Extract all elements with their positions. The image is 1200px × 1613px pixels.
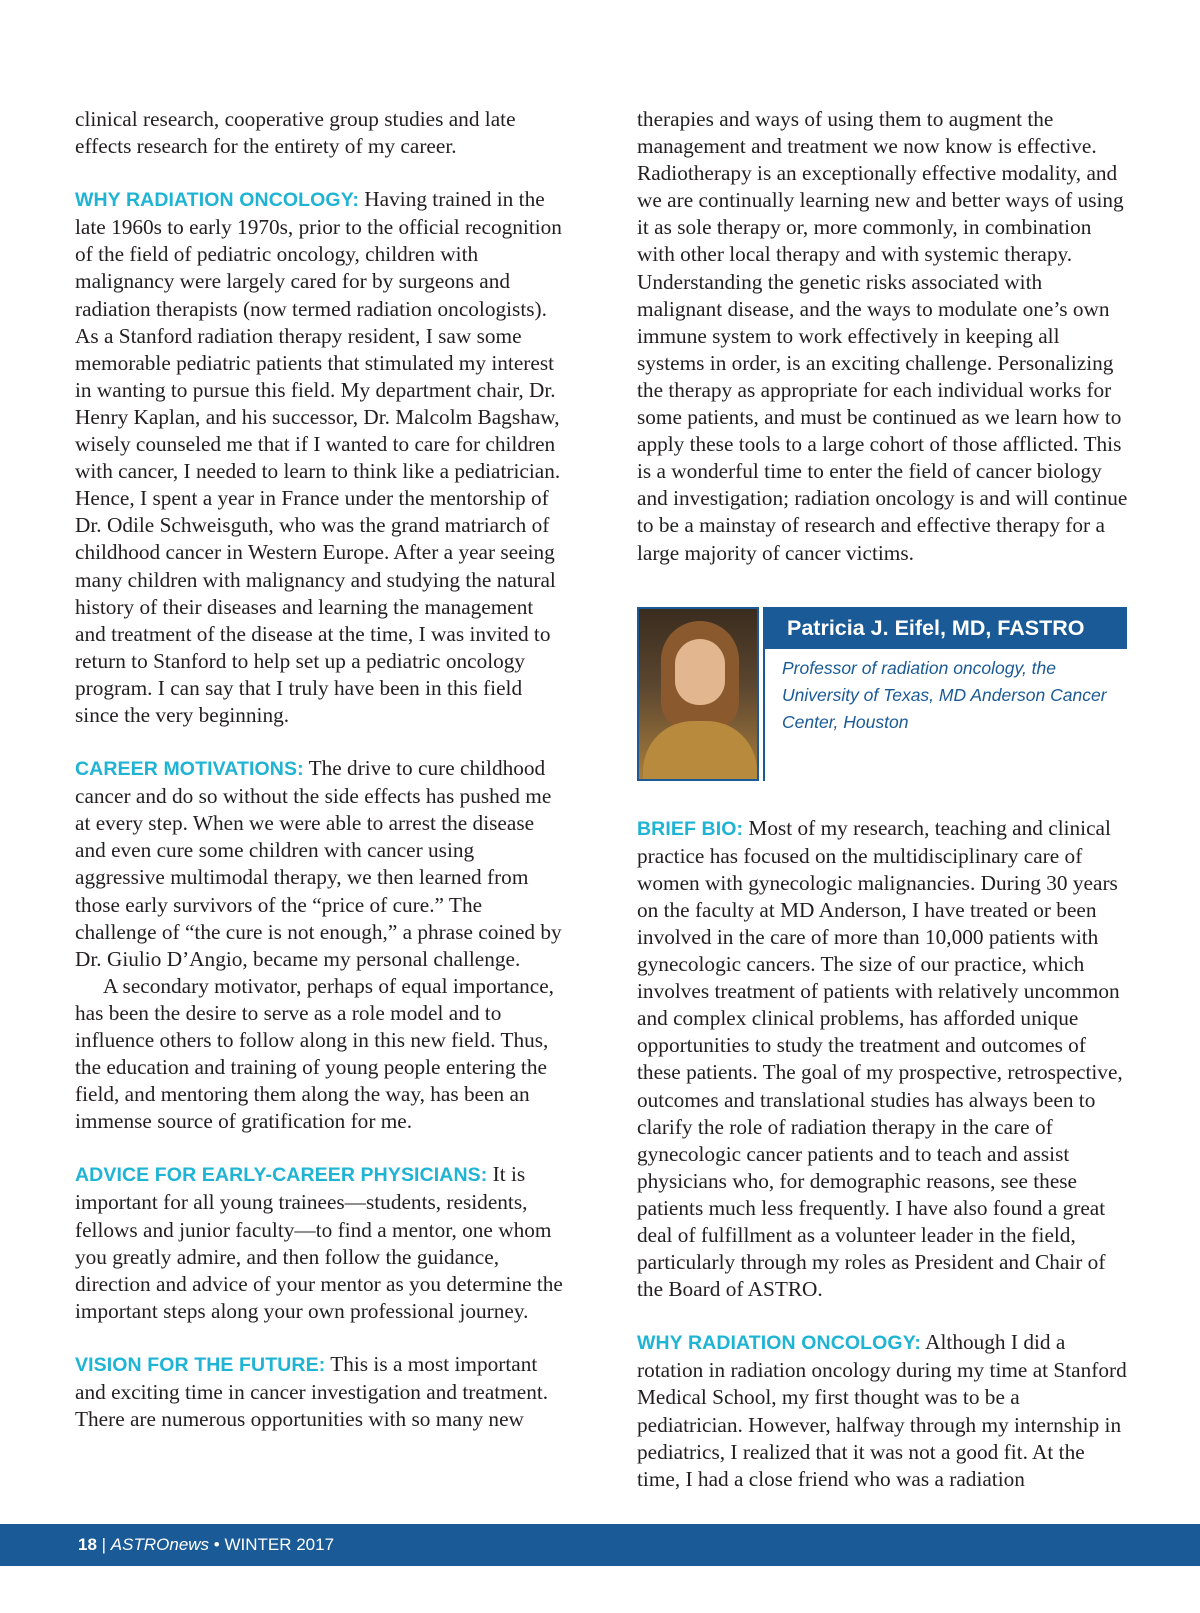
- portrait-photo: [637, 607, 759, 781]
- issue-label: WINTER 2017: [224, 1535, 335, 1554]
- career-motivations-section: [75, 755, 567, 973]
- career-motivations-paragraph-2: A secondary motivator, perhaps of equal importance, has been the desire to serve as a role model and to influence others to follow along in this new field. Thus, the education and training of young people entering the field, and mentoring them along the way, has been an immense source of gratification for me.: [75, 973, 554, 1134]
- why-radiation-oncology-section: [75, 186, 567, 729]
- profile-title: Professor of radiation oncology, the University of Texas, MD Anderson Cancer Center, Houston: [782, 657, 1107, 732]
- page-footer: [0, 1524, 1200, 1566]
- section-text: Having trained in the late 1960s to early 1970s, prior to the official recognition of the field of pediatric oncology, children with malignancy were largely cared for by surgeons and radiation therapists (now termed radiation oncologists). As a Stanford radiation therapy resident, I saw some memorable pediatric patients that stimulated my interest in wanting to pursue this field. My department chair, Dr. Henry Kaplan, and his successor, Dr. Malcolm Bagshaw, wisely counseled me that if I wanted to care for children with cancer, I needed to learn to think like a pediatrician. Hence, I spent a year in France under the mentorship of Dr. Odile Schweisguth, who was the grand matriarch of childhood cancer in Western Europe. After a year seeing many children with malignancy and studying the natural history of their diseases and learning the management and treatment of the disease at the time, I was invited to return to Stanford to help set up a pediatric oncology program. I can say that I truly have been in this field since the very beginning.: [75, 187, 562, 727]
- vision-section: [75, 1351, 567, 1433]
- section-text: The drive to cure childhood cancer and do so without the side effects has pushed me at every step. When we were able to arrest the disease and even cure some children with cancer using aggressive multimodal therapy, we then learned from those early survivors of the “price of cure.” The challenge of “the cure is not enough,” a phrase coined by Dr. Giulio D’Angio, became my personal challenge.: [75, 756, 562, 971]
- section-heading: WHY RADIATION ONCOLOGY:: [75, 189, 359, 212]
- profile-divider: [763, 649, 765, 781]
- left-column: [75, 106, 567, 1433]
- section-text: This is a most important and exciting time in cancer investigation and treatment. There are numerous opportunities with so many new: [75, 1351, 549, 1432]
- footer-bullet: •: [209, 1535, 225, 1554]
- profile-card: [637, 607, 1127, 781]
- page-number: 18: [78, 1535, 97, 1554]
- why-radiation-oncology-section-2: [637, 1329, 1129, 1493]
- section-heading: ADVICE FOR EARLY-CAREER PHYSICIANS:: [75, 1164, 488, 1187]
- section-heading: WHY RADIATION ONCOLOGY:: [637, 1332, 921, 1355]
- intro-paragraph: clinical research, cooperative group studies and late effects research for the entirety of my career.: [75, 107, 516, 159]
- brief-bio-section: [637, 815, 1129, 1304]
- advice-section: [75, 1161, 567, 1325]
- profile-name: Patricia J. Eifel, MD, FASTRO: [763, 607, 1127, 649]
- section-heading: BRIEF BIO:: [637, 817, 744, 840]
- right-column: [637, 106, 1129, 1493]
- publication-name: ASTROnews: [110, 1535, 210, 1554]
- section-text: Although I did a rotation in radiation oncology during my time at Stanford Medical School, my first thought was to be a pediatrician. However, halfway through my internship in pediatrics, I realized that it was not a good fit. At the time, I had a close friend who was a radiation: [637, 1330, 1127, 1491]
- section-text: Most of my research, teaching and clinical practice has focused on the multidisciplinary care of women with gynecologic malignancies. During 30 years on the faculty at MD Anderson, I have treated or been involved in the care of more than 10,000 patients with gynecologic cancers. The size of our practice, which involves treatment of patients with relatively uncommon and complex clinical problems, has afforded unique opportunities to study the treatment and outcomes of these patients. The goal of my prospective, retrospective, outcomes and translational studies has always been to clarify the role of radiation therapy in the care of gynecologic cancer patients and to teach and assist physicians who, for demographic reasons, see these patients much less frequently. I have also found a great deal of fulfillment as a volunteer leader in the field, particularly through my roles as President and Chair of the Board of ASTRO.: [637, 815, 1123, 1302]
- section-heading: VISION FOR THE FUTURE:: [75, 1353, 326, 1376]
- continued-paragraph: therapies and ways of using them to augment the management and treatment we now know is effective. Radiotherapy is an exceptionally effective modality, and we are continually learning new and better ways of using it as sole therapy or, more commonly, in combination with other local therapy and with systemic therapy. Understanding the genetic risks associated with malignant disease, and the ways to modulate one’s own immune system to work effectively in keeping all systems in order, is an exciting challenge. Personalizing the therapy as appropriate for each individual works for some patients, and must be continued as we learn how to apply these tools to a large cohort of those afflicted. This is a wonderful time to enter the field of cancer biology and investigation; radiation oncology is and will continue to be a mainstay of research and effective therapy for a large majority of cancer victims.: [637, 107, 1128, 565]
- section-heading: CAREER MOTIVATIONS:: [75, 758, 304, 781]
- section-text: It is important for all young trainees—students, residents, fellows and junior faculty—to find a mentor, one whom you greatly admire, and then follow the guidance, direction and advice of your mentor as you determine the important steps along your own professional journey.: [75, 1162, 563, 1323]
- footer-separator: |: [96, 1535, 111, 1554]
